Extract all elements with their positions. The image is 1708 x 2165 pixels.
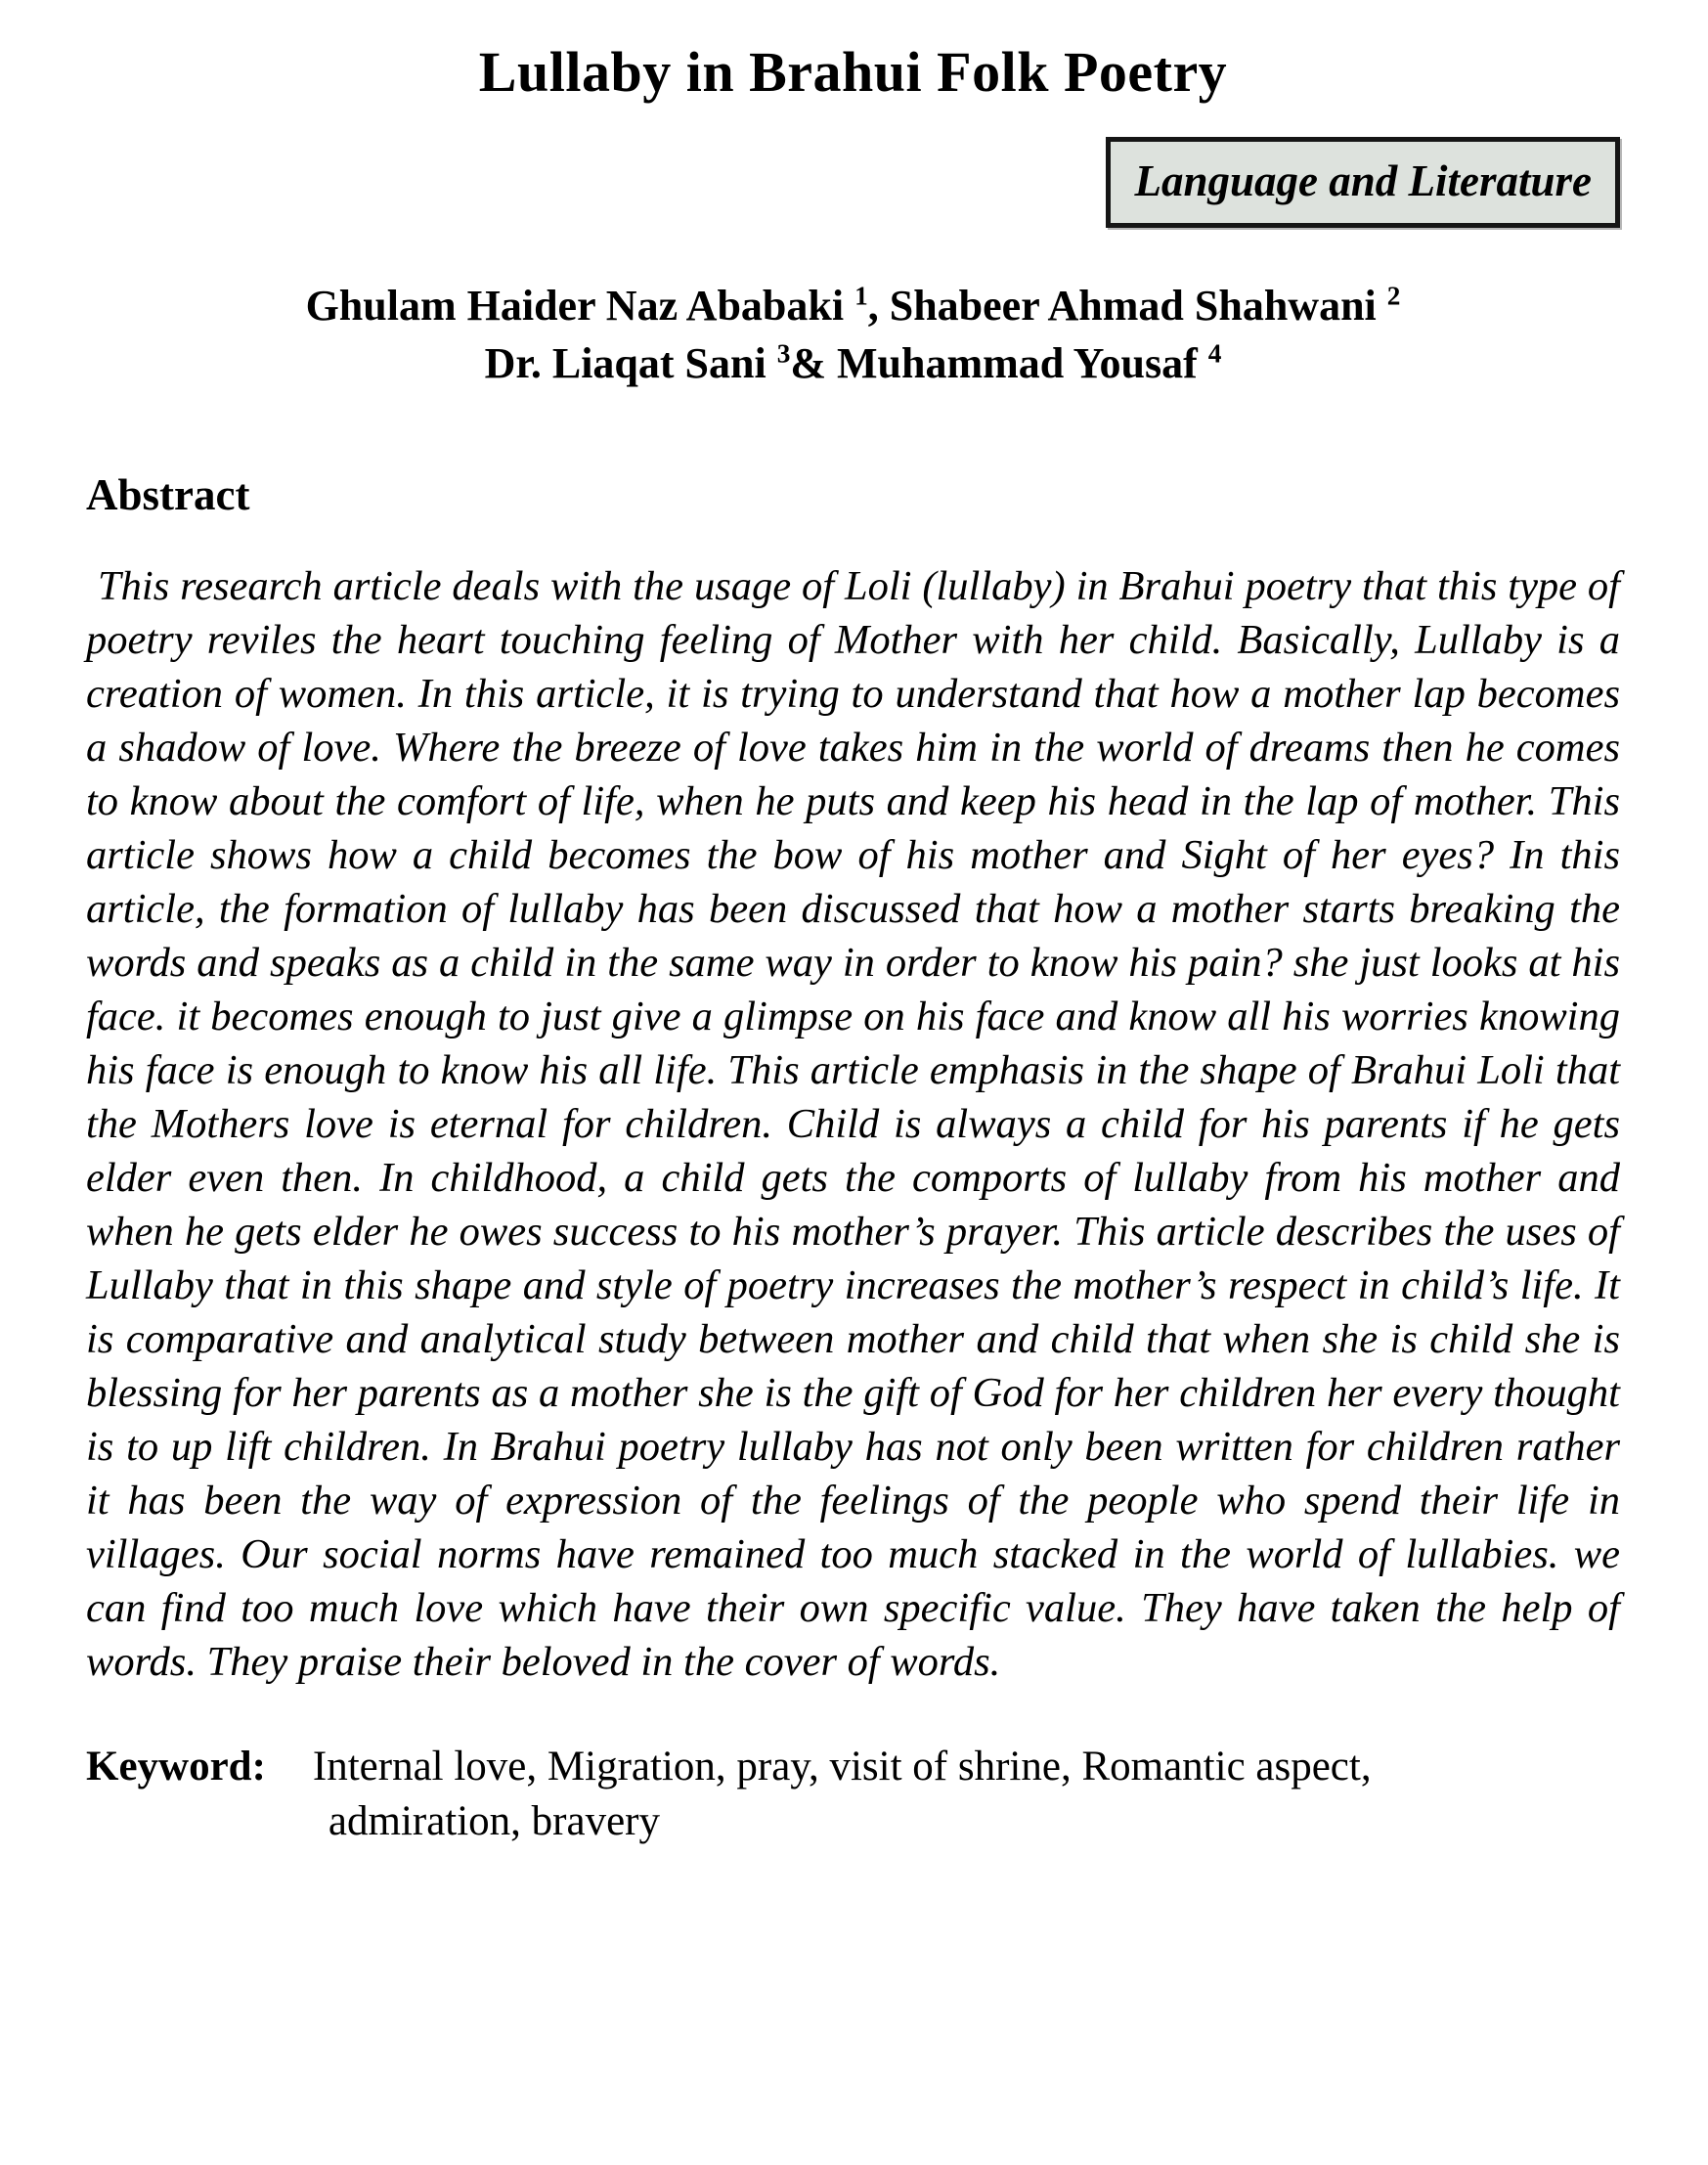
abstract-text: This research article deals with the usage of Loli (lullaby) in Brahui poetry that this type of poetry reviles the heart touching feeling of Mother with her child. Basically, Lullaby is a creation of women. In this article, it is trying to understand that how a mother lap becomes a shadow of love. Where the breeze of love takes him in the world of dreams then he comes to know about the comfort of life, when he puts and keep his head in the lap of mother. This article shows how a child becomes the bow of his mother and Sight of her eyes? In this article, the formation of lullaby has been discussed that how a mother starts breaking the words and speaks as a child in the same way in order to know his pain? she just looks at his face. it becomes enough to just give a glimpse on his face and know all his worries knowing his face is enough to know his all life. This article emphasis in the shape of Brahui Loli that the Mothers love is eternal for children. Child is always a child for his parents if he gets elder even then. In childhood, a child gets the comports of lullaby from his mother and when he gets elder he owes success to his mother’s prayer. This article describes the uses of Lullaby that in this shape and style of poetry increases the mother’s respect in child’s life. It is comparative and analytical study between mother and child that when she is child she is blessing for her parents as a mother she is the gift of God for her children her every thought is to up lift children. In Brahui poetry lullaby has not only been written for children rather it has been the way of expression of the feelings of the people who spend their life in villages. Our social norms have remained too much stacked in the world of lullabies. we can find too much love which have their own specific value. They have taken the help of words. They praise their beloved in the cover of words. [86, 562, 1620, 1686]
keyword-line: Internal love, Migration, pray, visit of shrine, Romantic aspect, [312, 1744, 1372, 1790]
author-name: Ghulam Haider Naz Ababaki [305, 281, 855, 330]
authors-block [86, 277, 1620, 393]
author-line-2 [86, 334, 1620, 392]
category-badge-row [86, 137, 1620, 228]
category-badge: Language and Literature [1106, 137, 1620, 228]
author-name: Dr. Liaqat Sani [484, 339, 777, 388]
author-line-1 [86, 277, 1620, 334]
keyword-value [313, 1740, 1372, 1849]
author-affiliation-number: 3 [776, 338, 791, 369]
keyword-label: Keyword: [86, 1744, 266, 1790]
author-affiliation-number: 1 [854, 281, 868, 311]
page-title: Lullaby in Brahui Folk Poetry [478, 40, 1228, 104]
abstract-heading: Abstract [86, 469, 250, 519]
keyword-line: admiration, bravery [328, 1798, 660, 1845]
author-name: & Muhammad Yousaf [790, 339, 1208, 388]
author-name: , Shabeer Ahmad Shahwani [867, 281, 1387, 330]
author-affiliation-number: 4 [1207, 338, 1222, 369]
author-affiliation-number: 2 [1386, 281, 1401, 311]
keyword-section [86, 1740, 1620, 1849]
